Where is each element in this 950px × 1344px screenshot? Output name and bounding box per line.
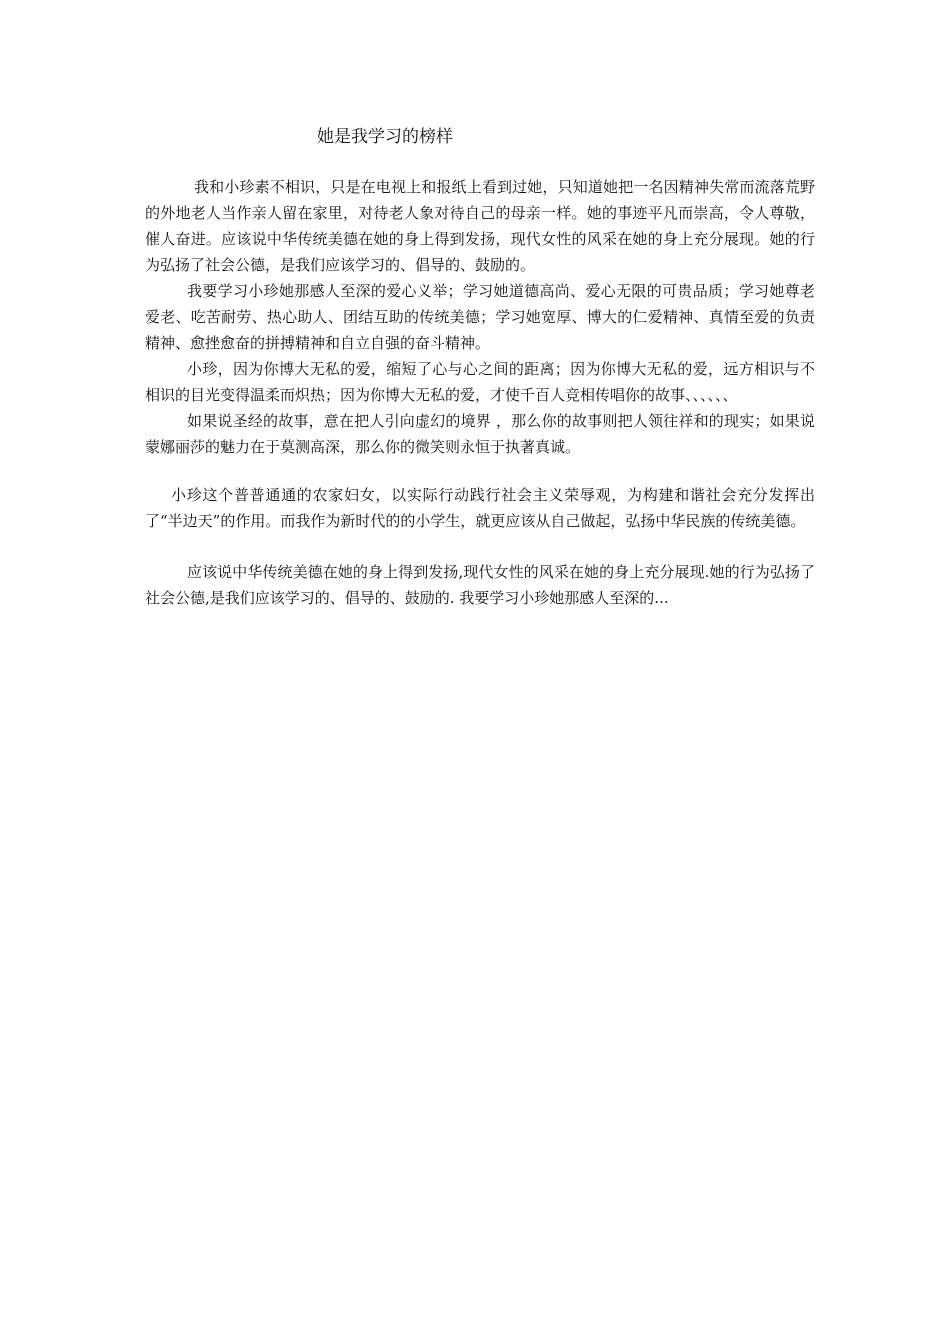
- paragraph-5: 小珍这个普普通通的农家妇女，以实际行动践行社会主义荣辱观，为构建和谐社会充分发挥出了“半边天”的作用。而我作为新时代的的小学生，就更应该从自己做起，弘扬中华民族的传统美德。: [145, 486, 815, 530]
- paragraph-6: 应该说中华传统美德在她的身上得到发扬,现代女性的风采在她的身上充分展现.她的行为弘扬了社会公德,是我们应该学习的、倡导的、鼓励的. 我要学习小珍她那感人至深的...: [145, 563, 815, 607]
- paragraph-2: 我要学习小珍她那感人至深的爱心义举；学习她道德高尚、爱心无限的可贵品质；学习她尊老爱老、吃苦耐劳、热心助人、团结互助的传统美德；学习她宽厚、博大的仁爱精神、真情至爱的负责精神、愈挫愈奋的拼搏精神和自立自强的奋斗精神。: [145, 282, 815, 352]
- document-title: 她是我学习的榜样: [317, 127, 453, 147]
- paragraph-4: 如果说圣经的故事，意在把人引向虚幻的境界 ，那么你的故事则把人领往祥和的现实；如果说蒙娜丽莎的魅力在于莫测高深，那么你的微笑则永恒于执著真诚。: [145, 412, 815, 456]
- paragraph-3: 小珍，因为你博大无私的爱，缩短了心与心之间的距离；因为你博大无私的爱，远方相识与不相识的目光变得温柔而炽热；因为你博大无私的爱，才使千百人竞相传唱你的故事、、、、、、: [145, 360, 815, 404]
- paragraph-1: 我和小珍素不相识，只是在电视上和报纸上看到过她，只知道她把一名因精神失常而流落荒野的外地老人当作亲人留在家里，对待老人象对待自己的母亲一样。她的事迹平凡而崇高，令人尊敬，催人奋进。应该说中华传统美德在她的身上得到发扬，现代女性的风采在她的身上充分展现。她的行为弘扬了社会公德，是我们应该学习的、倡导的、鼓励的。: [145, 178, 815, 274]
- document-body: [145, 174, 815, 611]
